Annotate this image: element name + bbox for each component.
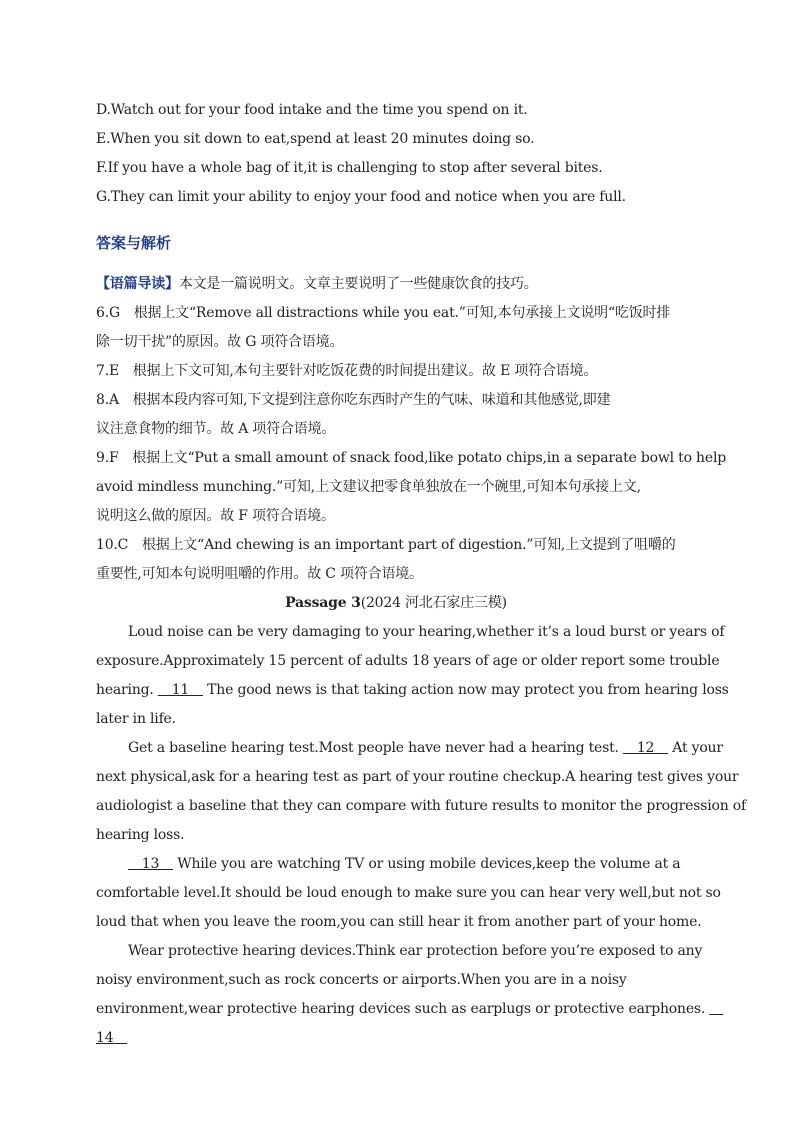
- passage-line: later in life.: [96, 711, 176, 727]
- option-g: G.They can limit your ability to enjoy your food and notice when you are full.: [96, 189, 626, 205]
- passage-line: Get a baseline hearing test.Most people have never had a hearing test. 12 At your: [128, 740, 723, 756]
- answer-line: 重要性,可知本句说明咀嚼的作用。故 C 项符合语境。: [96, 566, 423, 582]
- document-page: [96, 100, 747, 1057]
- passage-line: hearing. 11 The good news is that taking action now may protect you from hearing loss: [96, 682, 729, 698]
- answer-blank: 11: [157, 682, 203, 698]
- answer-blank: 12: [623, 740, 669, 756]
- passage-line: next physical,ask for a hearing test as part of your routine checkup.A hearing test gives your: [96, 769, 739, 785]
- answer-line: 说明这么做的原因。故 F 项符合语境。: [96, 508, 335, 524]
- passage-line: comfortable level.It should be loud enough to make sure you can hear very well,but not so: [96, 885, 721, 901]
- answer-blank: [709, 1001, 723, 1017]
- answer-line: 10.C 根据上文“And chewing is an important part of digestion.”可知,上文提到了咀嚼的: [96, 537, 676, 553]
- passage-line: audiologist a baseline that they can compare with future results to monitor the progression of: [96, 798, 747, 814]
- passage-line: Loud noise can be very damaging to your hearing,whether it’s a loud burst or years of: [128, 624, 725, 640]
- options-list: [96, 100, 696, 216]
- passage-title-number: Passage 3: [285, 595, 361, 611]
- answer-line: 除一切干扰”的原因。故 G 项符合语境。: [96, 334, 344, 350]
- passage-title: [96, 593, 696, 622]
- passage-line: hearing loss.: [96, 827, 185, 843]
- passage-line: noisy environment,such as rock concerts or airports.When you are in a noisy: [96, 972, 627, 988]
- answer-line: 8.A 根据本段内容可知,下文提到注意你吃东西时产生的气味、味道和其他感觉,即建: [96, 392, 611, 408]
- answer-line: 7.E 根据上下文可知,本句主要针对吃饭花费的时间提出建议。故 E 项符合语境。: [96, 363, 598, 379]
- passage-line: [96, 1028, 696, 1057]
- answer-blank: 14: [96, 1030, 128, 1046]
- passage-title-source: (2024 河北石家庄三模): [360, 595, 507, 611]
- answer-line: 6.G 根据上文“Remove all distractions while you eat.”可知,本句承接上文说明“吃饭时排: [96, 305, 671, 321]
- passage-line: environment,wear protective hearing devices such as earplugs or protective earphones.: [96, 999, 696, 1028]
- reading-guide-label: 【语篇导读】: [96, 276, 179, 292]
- answer-explanations: [96, 303, 726, 593]
- option-d: D.Watch out for your food intake and the time you spend on it.: [96, 102, 528, 118]
- passage-line: exposure.Approximately 15 percent of adults 18 years of age or older report some trouble: [96, 653, 720, 669]
- passage-line: Wear protective hearing devices.Think ear protection before you’re exposed to any: [128, 943, 703, 959]
- answer-line: 议注意食物的细节。故 A 项符合语境。: [96, 421, 336, 437]
- answer-blank: 13: [128, 856, 174, 872]
- reading-guide: [96, 274, 696, 303]
- answer-line: 9.F 根据上文“Put a small amount of snack food,like potato chips,in a separate bowl to help: [96, 450, 726, 466]
- passage-line: loud that when you leave the room,you can still hear it from another part of your home.: [96, 914, 702, 930]
- answer-line: avoid mindless munching.”可知,上文建议把零食单独放在一个碗里,可知本句承接上文,: [96, 479, 641, 495]
- passage-body: [96, 622, 747, 1057]
- passage-line: 13 While you are watching TV or using mobile devices,keep the volume at a: [128, 856, 681, 872]
- answers-heading: 答案与解析: [96, 234, 172, 252]
- option-f: F.If you have a whole bag of it,it is challenging to stop after several bites.: [96, 160, 603, 176]
- option-e: E.When you sit down to eat,spend at least 20 minutes doing so.: [96, 131, 535, 147]
- reading-guide-text: 本文是一篇说明文。文章主要说明了一些健康饮食的技巧。: [178, 276, 538, 292]
